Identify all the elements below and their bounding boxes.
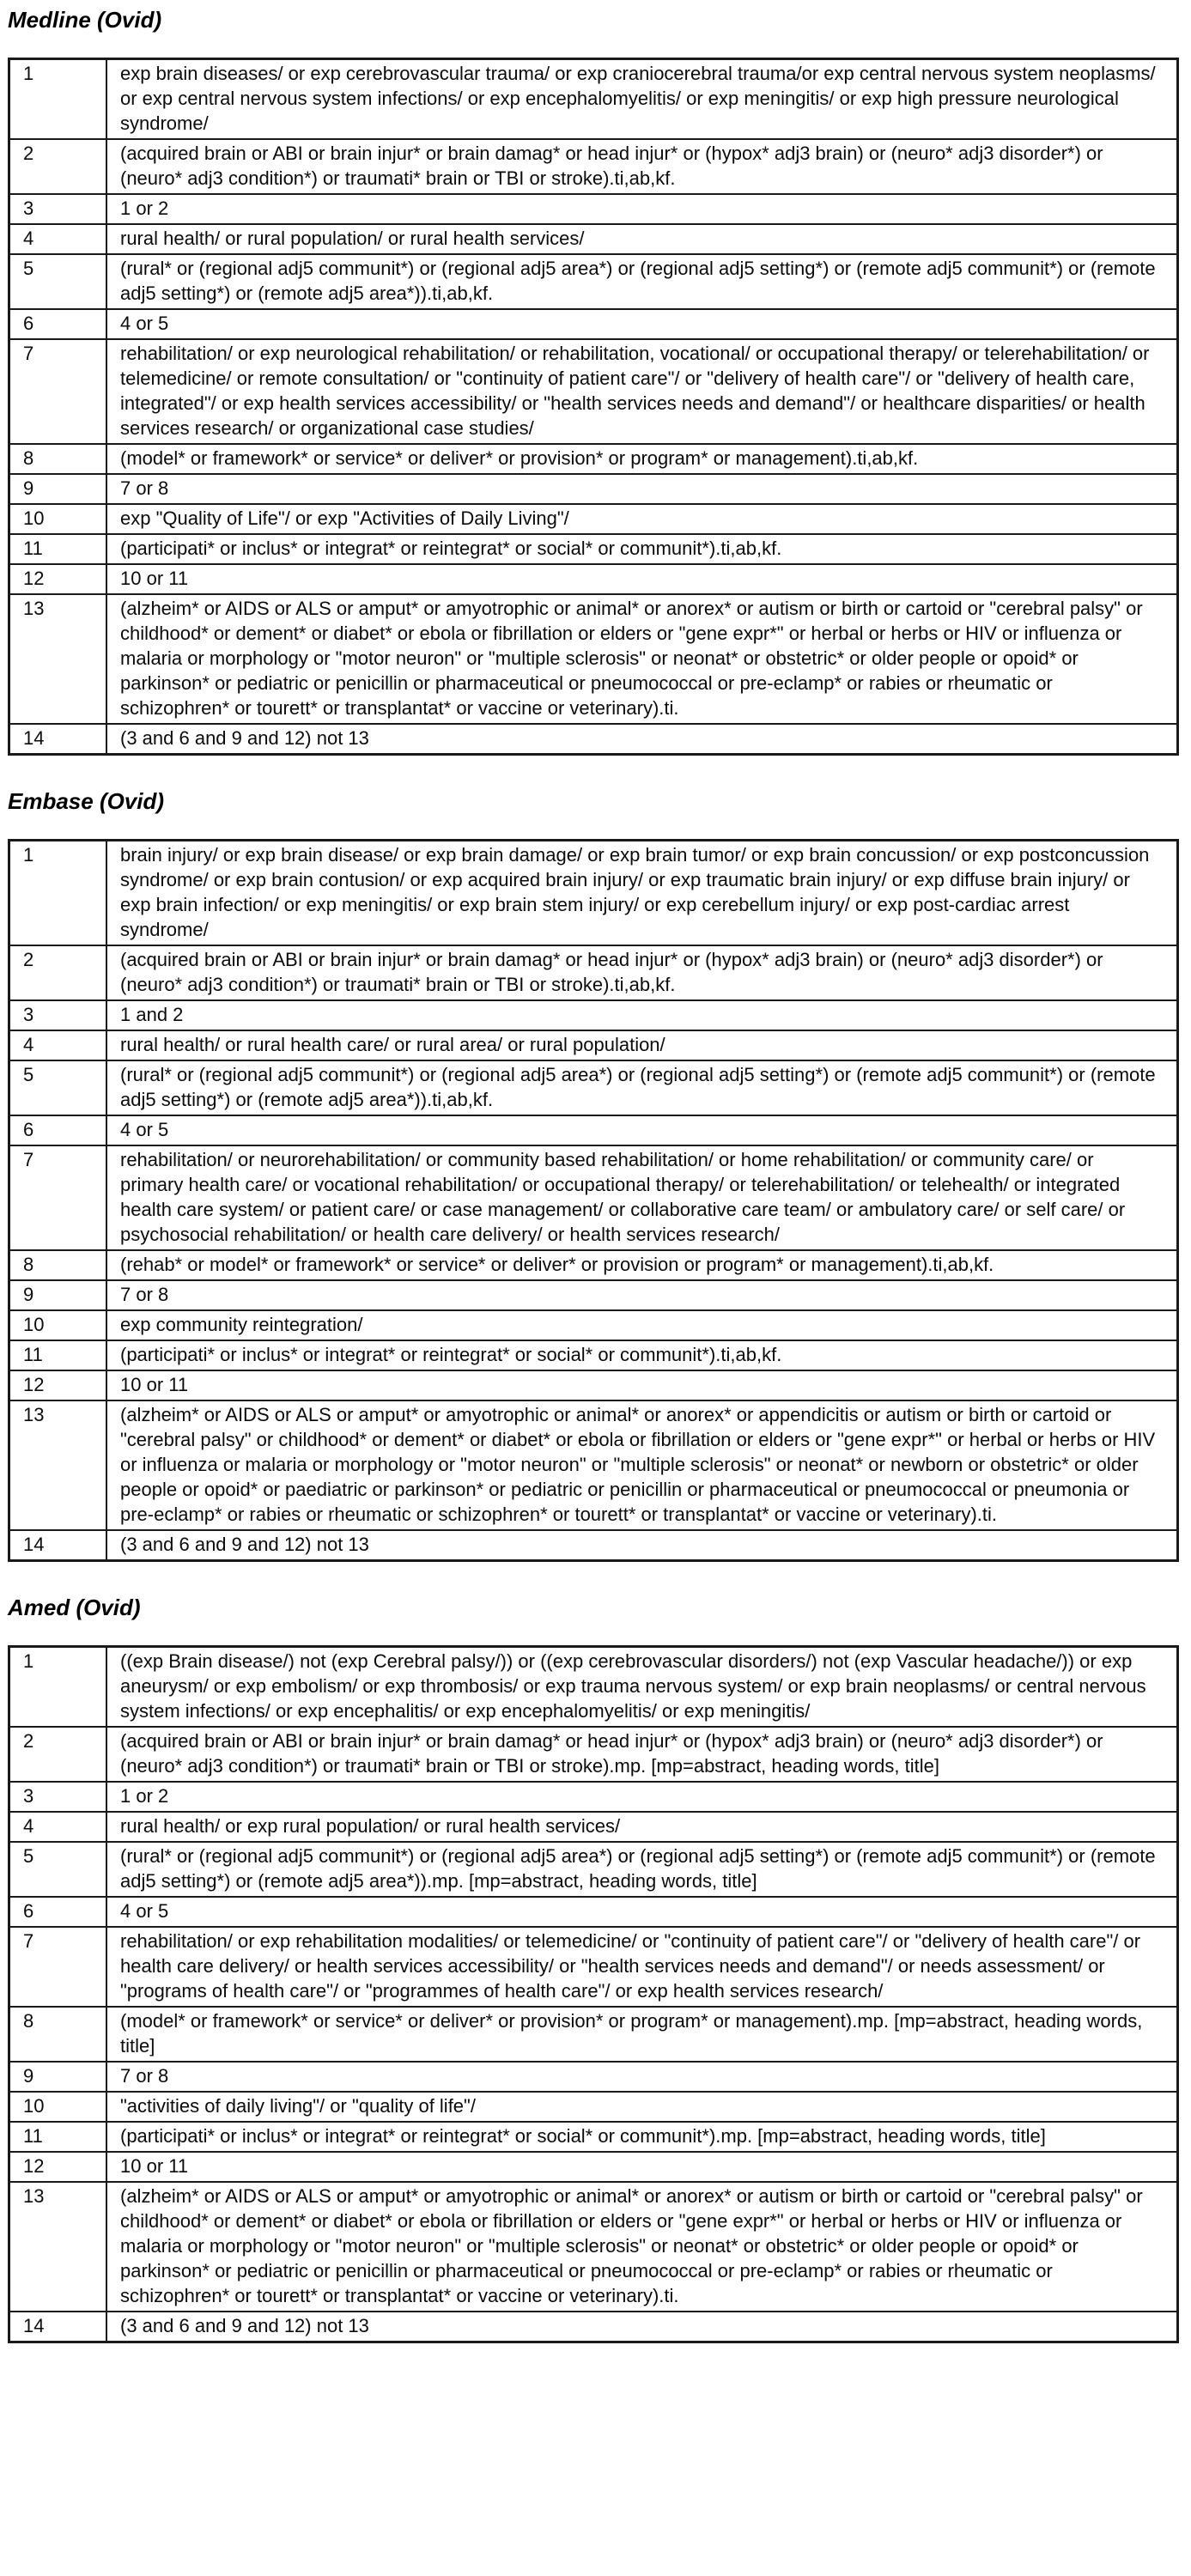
table-row bbox=[9, 2182, 1178, 2312]
line-number-cell: 11 bbox=[9, 2122, 107, 2152]
table-row bbox=[9, 2122, 1178, 2152]
query-cell: 1 or 2 bbox=[106, 194, 1178, 224]
query-cell: 10 or 11 bbox=[106, 564, 1178, 594]
medline-search-table bbox=[8, 58, 1179, 756]
table-row bbox=[9, 194, 1178, 224]
query-cell: rehabilitation/ or neurorehabilitation/ or community based rehabilitation/ or home rehabilitation/ or community care/ or primary health care/ or vocational rehabilitation/ or occupational therapy/ or telerehabilitation/ or telehealth/ or integrated health care system/ or patient care/ or case management/ or collaborative care team/ or ambulatory care/ or self care/ or psychosocial rehabilitation/ or health care delivery/ or health services research/ bbox=[106, 1145, 1178, 1250]
table-row bbox=[9, 1842, 1178, 1897]
table-row bbox=[9, 945, 1178, 1000]
line-number-cell: 12 bbox=[9, 2152, 107, 2182]
line-number-cell: 6 bbox=[9, 1897, 107, 1927]
line-number-cell: 3 bbox=[9, 1000, 107, 1030]
query-cell: rehabilitation/ or exp neurological rehabilitation/ or rehabilitation, vocational/ or occupational therapy/ or telerehabilitation/ or telemedicine/ or remote consultation/ or "continuity of patient care"/ or "delivery of health care"/ or "delivery of health care, integrated"/ or exp health services accessibility/ or "health services needs and demand"/ or healthcare disparities/ or health services research/ or organizational case studies/ bbox=[106, 339, 1178, 444]
amed-section-title: Amed (Ovid) bbox=[8, 1595, 141, 1620]
table-row bbox=[9, 444, 1178, 474]
line-number-cell: 12 bbox=[9, 564, 107, 594]
query-cell: (acquired brain or ABI or brain injur* or brain damag* or head injur* or (hypox* adj3 brain) or (neuro* adj3 disorder*) or (neuro* adj3 condition*) or traumati* brain or TBI or stroke).ti,ab,kf. bbox=[106, 945, 1178, 1000]
table-row bbox=[9, 1647, 1178, 1728]
table-row bbox=[9, 1340, 1178, 1370]
table-row bbox=[9, 724, 1178, 755]
table-row bbox=[9, 474, 1178, 504]
line-number-cell: 9 bbox=[9, 1280, 107, 1310]
medline-section-title: Medline (Ovid) bbox=[8, 7, 162, 33]
line-number-cell: 2 bbox=[9, 945, 107, 1000]
query-cell: brain injury/ or exp brain disease/ or exp brain damage/ or exp brain tumor/ or exp brain concussion/ or exp postconcussion syndrome/ or exp brain contusion/ or exp acquired brain injury/ or exp traumatic brain injury/ or exp diffuse brain injury/ or exp brain infection/ or exp meningitis/ or exp brain stem injury/ or exp cerebellum injury/ or exp post-cardiac arrest syndrome/ bbox=[106, 841, 1178, 946]
query-cell: "activities of daily living"/ or "quality of life"/ bbox=[106, 2092, 1178, 2122]
section-embase bbox=[8, 788, 1182, 1562]
line-number-cell: 4 bbox=[9, 1030, 107, 1060]
line-number-cell: 7 bbox=[9, 1927, 107, 2007]
line-number-cell: 5 bbox=[9, 254, 107, 309]
query-cell: 1 or 2 bbox=[106, 1782, 1178, 1812]
table-row bbox=[9, 1530, 1178, 1561]
table-row bbox=[9, 1145, 1178, 1250]
query-cell: (alzheim* or AIDS or ALS or amput* or amyotrophic or animal* or anorex* or autism or birth or cartoid or "cerebral palsy" or childhood* or dement* or diabet* or ebola or fibrillation or elders or "gene expr*" or herbal or herbs or HIV or influenza or malaria or morphology or "motor neuron" or "multiple sclerosis" or neonat* or obstetric* or older people or opoid* or parkinson* or pediatric or penicillin or pharmaceutical or pneumococcal or pre-eclamp* or rabies or rheumatic or schizophren* or tourett* or transplantat* or vaccine or veterinary).ti. bbox=[106, 594, 1178, 724]
line-number-cell: 6 bbox=[9, 309, 107, 339]
query-cell: (rural* or (regional adj5 communit*) or (regional adj5 area*) or (regional adj5 setting*) or (remote adj5 communit*) or (remote adj5 setting*) or (remote adj5 area*)).mp. [mp=abstract, heading words, title] bbox=[106, 1842, 1178, 1897]
line-number-cell: 9 bbox=[9, 2062, 107, 2092]
table-row bbox=[9, 2092, 1178, 2122]
table-row bbox=[9, 1782, 1178, 1812]
amed-search-table bbox=[8, 1645, 1179, 2343]
table-row bbox=[9, 1115, 1178, 1145]
table-row bbox=[9, 2312, 1178, 2342]
table-row bbox=[9, 2062, 1178, 2092]
query-cell: (alzheim* or AIDS or ALS or amput* or amyotrophic or animal* or anorex* or appendicitis or autism or birth or cartoid or "cerebral palsy" or childhood* or dement* or diabet* or ebola or fibrillation or elders or "gene expr*" or herbal or herbs or HIV or influenza or malaria or morphology or "motor neuron" or "multiple sclerosis" or neonat* or newborn or obstetric* or older people or opoid* or paediatric or parkinson* or pediatric or penicillin or pharmaceutical or pneumococcal or pneumonia or pre-eclamp* or rabies or rheumatic or schizophren* or tourett* or transplantat* or vaccine or veterinary).ti. bbox=[106, 1400, 1178, 1530]
line-number-cell: 2 bbox=[9, 139, 107, 194]
query-cell: (participati* or inclus* or integrat* or reintegrat* or social* or communit*).mp. [mp=abstract, heading words, title] bbox=[106, 2122, 1178, 2152]
line-number-cell: 12 bbox=[9, 1370, 107, 1400]
line-number-cell: 10 bbox=[9, 1310, 107, 1340]
table-row bbox=[9, 1812, 1178, 1842]
embase-section-title: Embase (Ovid) bbox=[8, 788, 165, 814]
table-row bbox=[9, 2152, 1178, 2182]
line-number-cell: 13 bbox=[9, 594, 107, 724]
line-number-cell: 8 bbox=[9, 1250, 107, 1280]
query-cell: exp "Quality of Life"/ or exp "Activities of Daily Living"/ bbox=[106, 504, 1178, 534]
table-row bbox=[9, 534, 1178, 564]
table-row bbox=[9, 1727, 1178, 1782]
query-cell: 4 or 5 bbox=[106, 1897, 1178, 1927]
line-number-cell: 10 bbox=[9, 2092, 107, 2122]
table-row bbox=[9, 254, 1178, 309]
query-cell: (acquired brain or ABI or brain injur* or brain damag* or head injur* or (hypox* adj3 brain) or (neuro* adj3 disorder*) or (neuro* adj3 condition*) or traumati* brain or TBI or stroke).mp. [mp=abstract, heading words, title] bbox=[106, 1727, 1178, 1782]
line-number-cell: 6 bbox=[9, 1115, 107, 1145]
query-cell: (model* or framework* or service* or deliver* or provision* or program* or management).mp. [mp=abstract, heading words, title] bbox=[106, 2007, 1178, 2062]
query-cell: exp community reintegration/ bbox=[106, 1310, 1178, 1340]
line-number-cell: 1 bbox=[9, 59, 107, 140]
table-row bbox=[9, 1250, 1178, 1280]
query-cell: 7 or 8 bbox=[106, 1280, 1178, 1310]
query-cell: exp brain diseases/ or exp cerebrovascular trauma/ or exp craniocerebral trauma/or exp central nervous system neoplasms/ or exp central nervous system infections/ or exp encephalomyelitis/ or exp meningitis/ or exp high pressure neurological syndrome/ bbox=[106, 59, 1178, 140]
table-row bbox=[9, 1310, 1178, 1340]
table-row bbox=[9, 1030, 1178, 1060]
line-number-cell: 1 bbox=[9, 841, 107, 946]
line-number-cell: 14 bbox=[9, 2312, 107, 2342]
query-cell: 4 or 5 bbox=[106, 309, 1178, 339]
line-number-cell: 5 bbox=[9, 1842, 107, 1897]
line-number-cell: 13 bbox=[9, 1400, 107, 1530]
line-number-cell: 1 bbox=[9, 1647, 107, 1728]
line-number-cell: 2 bbox=[9, 1727, 107, 1782]
section-amed bbox=[8, 1595, 1182, 2343]
line-number-cell: 7 bbox=[9, 1145, 107, 1250]
table-row bbox=[9, 504, 1178, 534]
line-number-cell: 10 bbox=[9, 504, 107, 534]
query-cell: (3 and 6 and 9 and 12) not 13 bbox=[106, 1530, 1178, 1561]
query-cell: rural health/ or rural population/ or rural health services/ bbox=[106, 224, 1178, 254]
table-row bbox=[9, 594, 1178, 724]
table-row bbox=[9, 841, 1178, 946]
table-row bbox=[9, 1897, 1178, 1927]
query-cell: (rural* or (regional adj5 communit*) or (regional adj5 area*) or (regional adj5 setting*) or (remote adj5 communit*) or (remote adj5 setting*) or (remote adj5 area*)).ti,ab,kf. bbox=[106, 1060, 1178, 1115]
query-cell: (participati* or inclus* or integrat* or reintegrat* or social* or communit*).ti,ab,kf. bbox=[106, 1340, 1178, 1370]
query-cell: 10 or 11 bbox=[106, 1370, 1178, 1400]
line-number-cell: 8 bbox=[9, 444, 107, 474]
query-cell: 7 or 8 bbox=[106, 2062, 1178, 2092]
table-row bbox=[9, 1370, 1178, 1400]
query-cell: (3 and 6 and 9 and 12) not 13 bbox=[106, 2312, 1178, 2342]
section-medline bbox=[8, 7, 1182, 756]
line-number-cell: 11 bbox=[9, 534, 107, 564]
query-cell: rural health/ or exp rural population/ or rural health services/ bbox=[106, 1812, 1178, 1842]
query-cell: (alzheim* or AIDS or ALS or amput* or amyotrophic or animal* or anorex* or autism or birth or cartoid or "cerebral palsy" or childhood* or dement* or diabet* or ebola or fibrillation or elders or "gene expr*" or herbal or herbs or HIV or influenza or malaria or morphology or "motor neuron" or "multiple sclerosis" or neonat* or obstetric* or older people or opoid* or parkinson* or pediatric or penicillin or pharmaceutical or pneumococcal or pre-eclamp* or rabies or rheumatic or schizophren* or tourett* or transplantat* or vaccine or veterinary).ti. bbox=[106, 2182, 1178, 2312]
table-row bbox=[9, 224, 1178, 254]
query-cell: 4 or 5 bbox=[106, 1115, 1178, 1145]
line-number-cell: 9 bbox=[9, 474, 107, 504]
table-row bbox=[9, 139, 1178, 194]
table-row bbox=[9, 1060, 1178, 1115]
query-cell: rural health/ or rural health care/ or rural area/ or rural population/ bbox=[106, 1030, 1178, 1060]
query-cell: ((exp Brain disease/) not (exp Cerebral palsy/)) or ((exp cerebrovascular disorders/) not (exp Vascular headache/)) or exp aneurysm/ or exp embolism/ or exp thrombosis/ or exp trauma nervous system/ or exp brain neoplasms/ or central nervous system infections/ or exp encephalitis/ or exp encephalomyelitis/ or exp meningitis/ bbox=[106, 1647, 1178, 1728]
query-cell: (3 and 6 and 9 and 12) not 13 bbox=[106, 724, 1178, 755]
embase-search-table bbox=[8, 839, 1179, 1562]
line-number-cell: 14 bbox=[9, 1530, 107, 1561]
line-number-cell: 3 bbox=[9, 194, 107, 224]
query-cell: (rehab* or model* or framework* or service* or deliver* or provision or program* or management).ti,ab,kf. bbox=[106, 1250, 1178, 1280]
line-number-cell: 8 bbox=[9, 2007, 107, 2062]
query-cell: rehabilitation/ or exp rehabilitation modalities/ or telemedicine/ or "continuity of patient care"/ or "delivery of health care"/ or health care delivery/ or health services accessibility/ or "health services needs and demand"/ or needs assessment/ or "programs of health care"/ or "programmes of health care"/ or exp health services research/ bbox=[106, 1927, 1178, 2007]
line-number-cell: 5 bbox=[9, 1060, 107, 1115]
table-row bbox=[9, 564, 1178, 594]
query-cell: (acquired brain or ABI or brain injur* or brain damag* or head injur* or (hypox* adj3 brain) or (neuro* adj3 disorder*) or (neuro* adj3 condition*) or traumati* brain or TBI or stroke).ti,ab,kf. bbox=[106, 139, 1178, 194]
table-row bbox=[9, 309, 1178, 339]
query-cell: (participati* or inclus* or integrat* or reintegrat* or social* or communit*).ti,ab,kf. bbox=[106, 534, 1178, 564]
query-cell: 7 or 8 bbox=[106, 474, 1178, 504]
query-cell: (model* or framework* or service* or deliver* or provision* or program* or management).ti,ab,kf. bbox=[106, 444, 1178, 474]
line-number-cell: 13 bbox=[9, 2182, 107, 2312]
line-number-cell: 4 bbox=[9, 1812, 107, 1842]
table-row bbox=[9, 1927, 1178, 2007]
query-cell: (rural* or (regional adj5 communit*) or (regional adj5 area*) or (regional adj5 setting*) or (remote adj5 communit*) or (remote adj5 setting*) or (remote adj5 area*)).ti,ab,kf. bbox=[106, 254, 1178, 309]
line-number-cell: 11 bbox=[9, 1340, 107, 1370]
line-number-cell: 3 bbox=[9, 1782, 107, 1812]
query-cell: 1 and 2 bbox=[106, 1000, 1178, 1030]
line-number-cell: 7 bbox=[9, 339, 107, 444]
query-cell: 10 or 11 bbox=[106, 2152, 1178, 2182]
table-row bbox=[9, 1000, 1178, 1030]
table-row bbox=[9, 339, 1178, 444]
line-number-cell: 14 bbox=[9, 724, 107, 755]
table-row bbox=[9, 2007, 1178, 2062]
table-row bbox=[9, 1400, 1178, 1530]
line-number-cell: 4 bbox=[9, 224, 107, 254]
table-row bbox=[9, 59, 1178, 140]
table-row bbox=[9, 1280, 1178, 1310]
